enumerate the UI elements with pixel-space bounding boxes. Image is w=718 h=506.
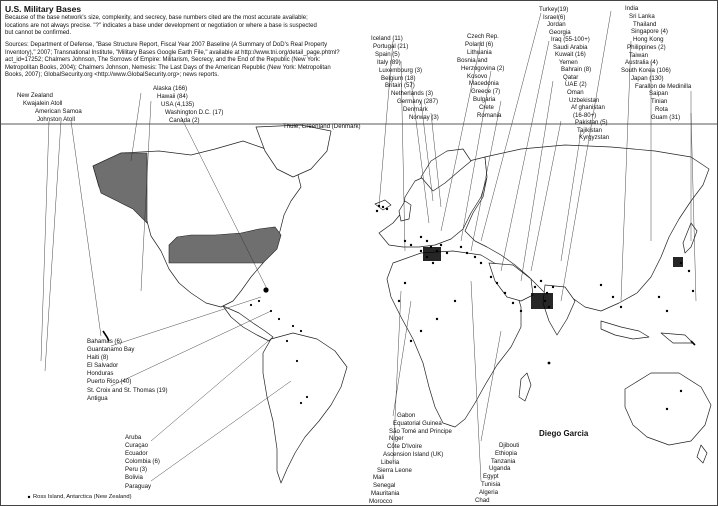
new-zealand-landmass [697, 445, 707, 463]
west-africa-labels [365, 412, 452, 506]
map-title: U.S. Military Bases [5, 4, 82, 14]
central-america-landmass [223, 306, 273, 341]
label: Haiti (8) [87, 354, 109, 362]
label: Rota [655, 105, 668, 113]
label: Peru (3) [125, 466, 148, 474]
label: Algeria [479, 488, 498, 496]
label: Luxembourg (3) [379, 66, 423, 74]
europe-labels-col2 [457, 33, 504, 120]
label: Af ghanistan [571, 104, 605, 112]
label: Paraguay [125, 482, 152, 490]
label: Kuwait (16) [555, 51, 586, 59]
madagascar-landmass [519, 373, 531, 401]
label: Romania [477, 112, 502, 120]
label: Sierra Leone [377, 466, 412, 474]
label: Honduras [87, 370, 114, 378]
label: (16-80+) [573, 111, 597, 119]
sources-note: Sources: Department of Defense, "Base Structure Report, Fiscal Year 2007 Baseline (A Summary of DoD's Real Property Inventory)," 2007; Transnational Institute, "Military Bases Google Earth File," available at http://www.tni.org/detail_page.phtml?act_id=17252; Chalmers Johnson, The Sorrows of Empire: Militarism, Secrecy, and the End of the Republic (New York: Metropolitan Books, 2004); Chalmers Johnson, Nemesis: The Last Days of the American Republic (New York: Metropolitan Books, 2007); GlobalSecurity.org <http://www.GlobalSecurity.org>; news reports. [5, 42, 340, 79]
label: Oman [567, 89, 584, 97]
label: Crete [479, 104, 494, 112]
south-america-labels [125, 434, 160, 491]
label: Bahamas (6) [87, 338, 122, 345]
label: New Zealand [17, 92, 53, 99]
label: Herzogovina (2) [461, 64, 505, 72]
indonesia-landmass [601, 321, 649, 339]
label: Niger [389, 435, 404, 443]
thule-label: Thule, Greenland (Denmark) [283, 123, 361, 130]
label: Denmark [403, 106, 428, 114]
label: Italy (89) [377, 58, 401, 66]
antarctica-label: Ross Island, Antarctica (New Zealand) [33, 494, 132, 500]
label: Lithuania [467, 48, 492, 56]
label: Mali [373, 474, 385, 482]
north-america-labels [153, 85, 223, 125]
label: Curaçao [125, 442, 149, 450]
label: Chad [475, 496, 490, 504]
label: Singapore (4) [631, 28, 668, 36]
label: Australia (4) [625, 59, 658, 67]
label: Iraq (55-100+) [551, 36, 590, 44]
label: USA (4,135) [161, 100, 195, 108]
label: Djibouti [499, 442, 520, 449]
label: Antigua [87, 394, 108, 402]
label: Macedonia [469, 80, 499, 88]
label: El Salvador [87, 362, 119, 370]
label: Bulgaria [473, 96, 496, 104]
japan-landmass [683, 223, 697, 253]
diego-garcia-label: Diego Garcia [539, 429, 589, 438]
label: Bolivia [125, 474, 143, 482]
label: South Korea (106) [621, 67, 671, 74]
label: Johnston Atoll [37, 115, 75, 123]
label: Equatorial Guinea [393, 419, 442, 427]
label: Tajikistan [577, 126, 603, 134]
label: Bosnia and [457, 56, 488, 64]
label: Puerto Rico (40) [87, 378, 132, 386]
label: Hawaii (84) [157, 92, 188, 100]
asia-labels [611, 5, 691, 121]
label: Netherlands (3) [391, 90, 433, 98]
label: Ecuador [125, 450, 148, 458]
label: Mauritania [371, 489, 400, 497]
mideast-labels [537, 6, 609, 142]
label: Farallon de Medinilla [635, 82, 692, 90]
pacific-left-labels [17, 92, 82, 124]
label: Tinian [651, 98, 668, 105]
label: Aruba [125, 434, 142, 441]
label: Thailand [633, 20, 657, 28]
label: Britain (57) [385, 82, 415, 90]
label: Guantanamo Bay [87, 346, 135, 354]
label: Ascension Island (UK) [383, 450, 444, 458]
label: São Tomé and Principe [389, 427, 452, 435]
label: Tanzania [491, 457, 516, 465]
caribbean-labels [87, 338, 168, 403]
label: Liberia [381, 458, 400, 466]
label: Uganda [489, 465, 511, 473]
label: Portugal (21) [373, 42, 409, 50]
label: Kwajalein Atoll [23, 99, 63, 107]
label: Morocco [369, 497, 393, 505]
label: Kosovo [467, 72, 488, 80]
label: Israel(6) [543, 13, 566, 21]
label: Pakistan (5) [575, 119, 608, 127]
label: Iceland (11) [371, 35, 403, 42]
label: Poland (6) [465, 40, 494, 48]
label: Qatar [563, 73, 579, 81]
label: Saudi Arabia [553, 43, 588, 51]
label: Japan (130) [631, 74, 664, 82]
europe-labels-col1 [371, 35, 439, 122]
intro-note: Because of the base network's size, complexity, and secrecy, base numbers cited are the most accurate available; locations are not always precise. "?" indicates a base under development or negotiation or where a base is suspected but cannot be confirmed. [5, 15, 317, 37]
label: Guam (31) [651, 113, 681, 121]
label: Sri Lanka [629, 12, 655, 20]
label: Washington D.C. (17) [165, 108, 224, 116]
label: UAE (2) [565, 81, 587, 89]
label: Belgium (18) [381, 74, 416, 82]
label: Canada (2) [169, 116, 200, 124]
label: Jordan [547, 21, 566, 29]
iceland-landmass [375, 200, 391, 210]
label: Colombia (6) [125, 458, 160, 466]
alaska-region [93, 153, 147, 223]
label: Uzbekistan [569, 96, 600, 104]
label: Turkey(19) [539, 6, 569, 13]
label: Taiwan [629, 51, 648, 59]
south-america-landmass [263, 333, 347, 483]
new-guinea-landmass [661, 333, 693, 343]
label: Hong Kong [633, 36, 664, 43]
label: Senegal [373, 482, 396, 490]
label: Yemen [559, 58, 578, 66]
label: Bahrain (8) [561, 66, 592, 74]
label: India [625, 5, 639, 12]
label: Kyrgyzstan [579, 134, 610, 142]
label: Gabon [397, 412, 416, 419]
label: Greece (7) [471, 88, 501, 96]
label: Ethiopia [495, 449, 518, 457]
label: Czech Rep. [467, 33, 499, 40]
label: Egypt [483, 473, 499, 481]
label: Alaska (166) [153, 85, 188, 92]
label: Spain (5) [375, 50, 400, 58]
label: Philippines (2) [627, 43, 666, 51]
label: Georgia [549, 28, 571, 36]
label: Norway (3) [409, 114, 439, 122]
label: Germany (287) [397, 98, 438, 106]
britain-landmass [399, 201, 411, 221]
label: Saipan [649, 90, 668, 98]
label: American Samoa [35, 107, 82, 115]
east-africa-labels [469, 442, 519, 504]
label: Côte D'Ivoire [387, 443, 423, 451]
label: St. Croix and St. Thomas (19) [87, 386, 168, 394]
label: Tunisia [481, 480, 501, 488]
